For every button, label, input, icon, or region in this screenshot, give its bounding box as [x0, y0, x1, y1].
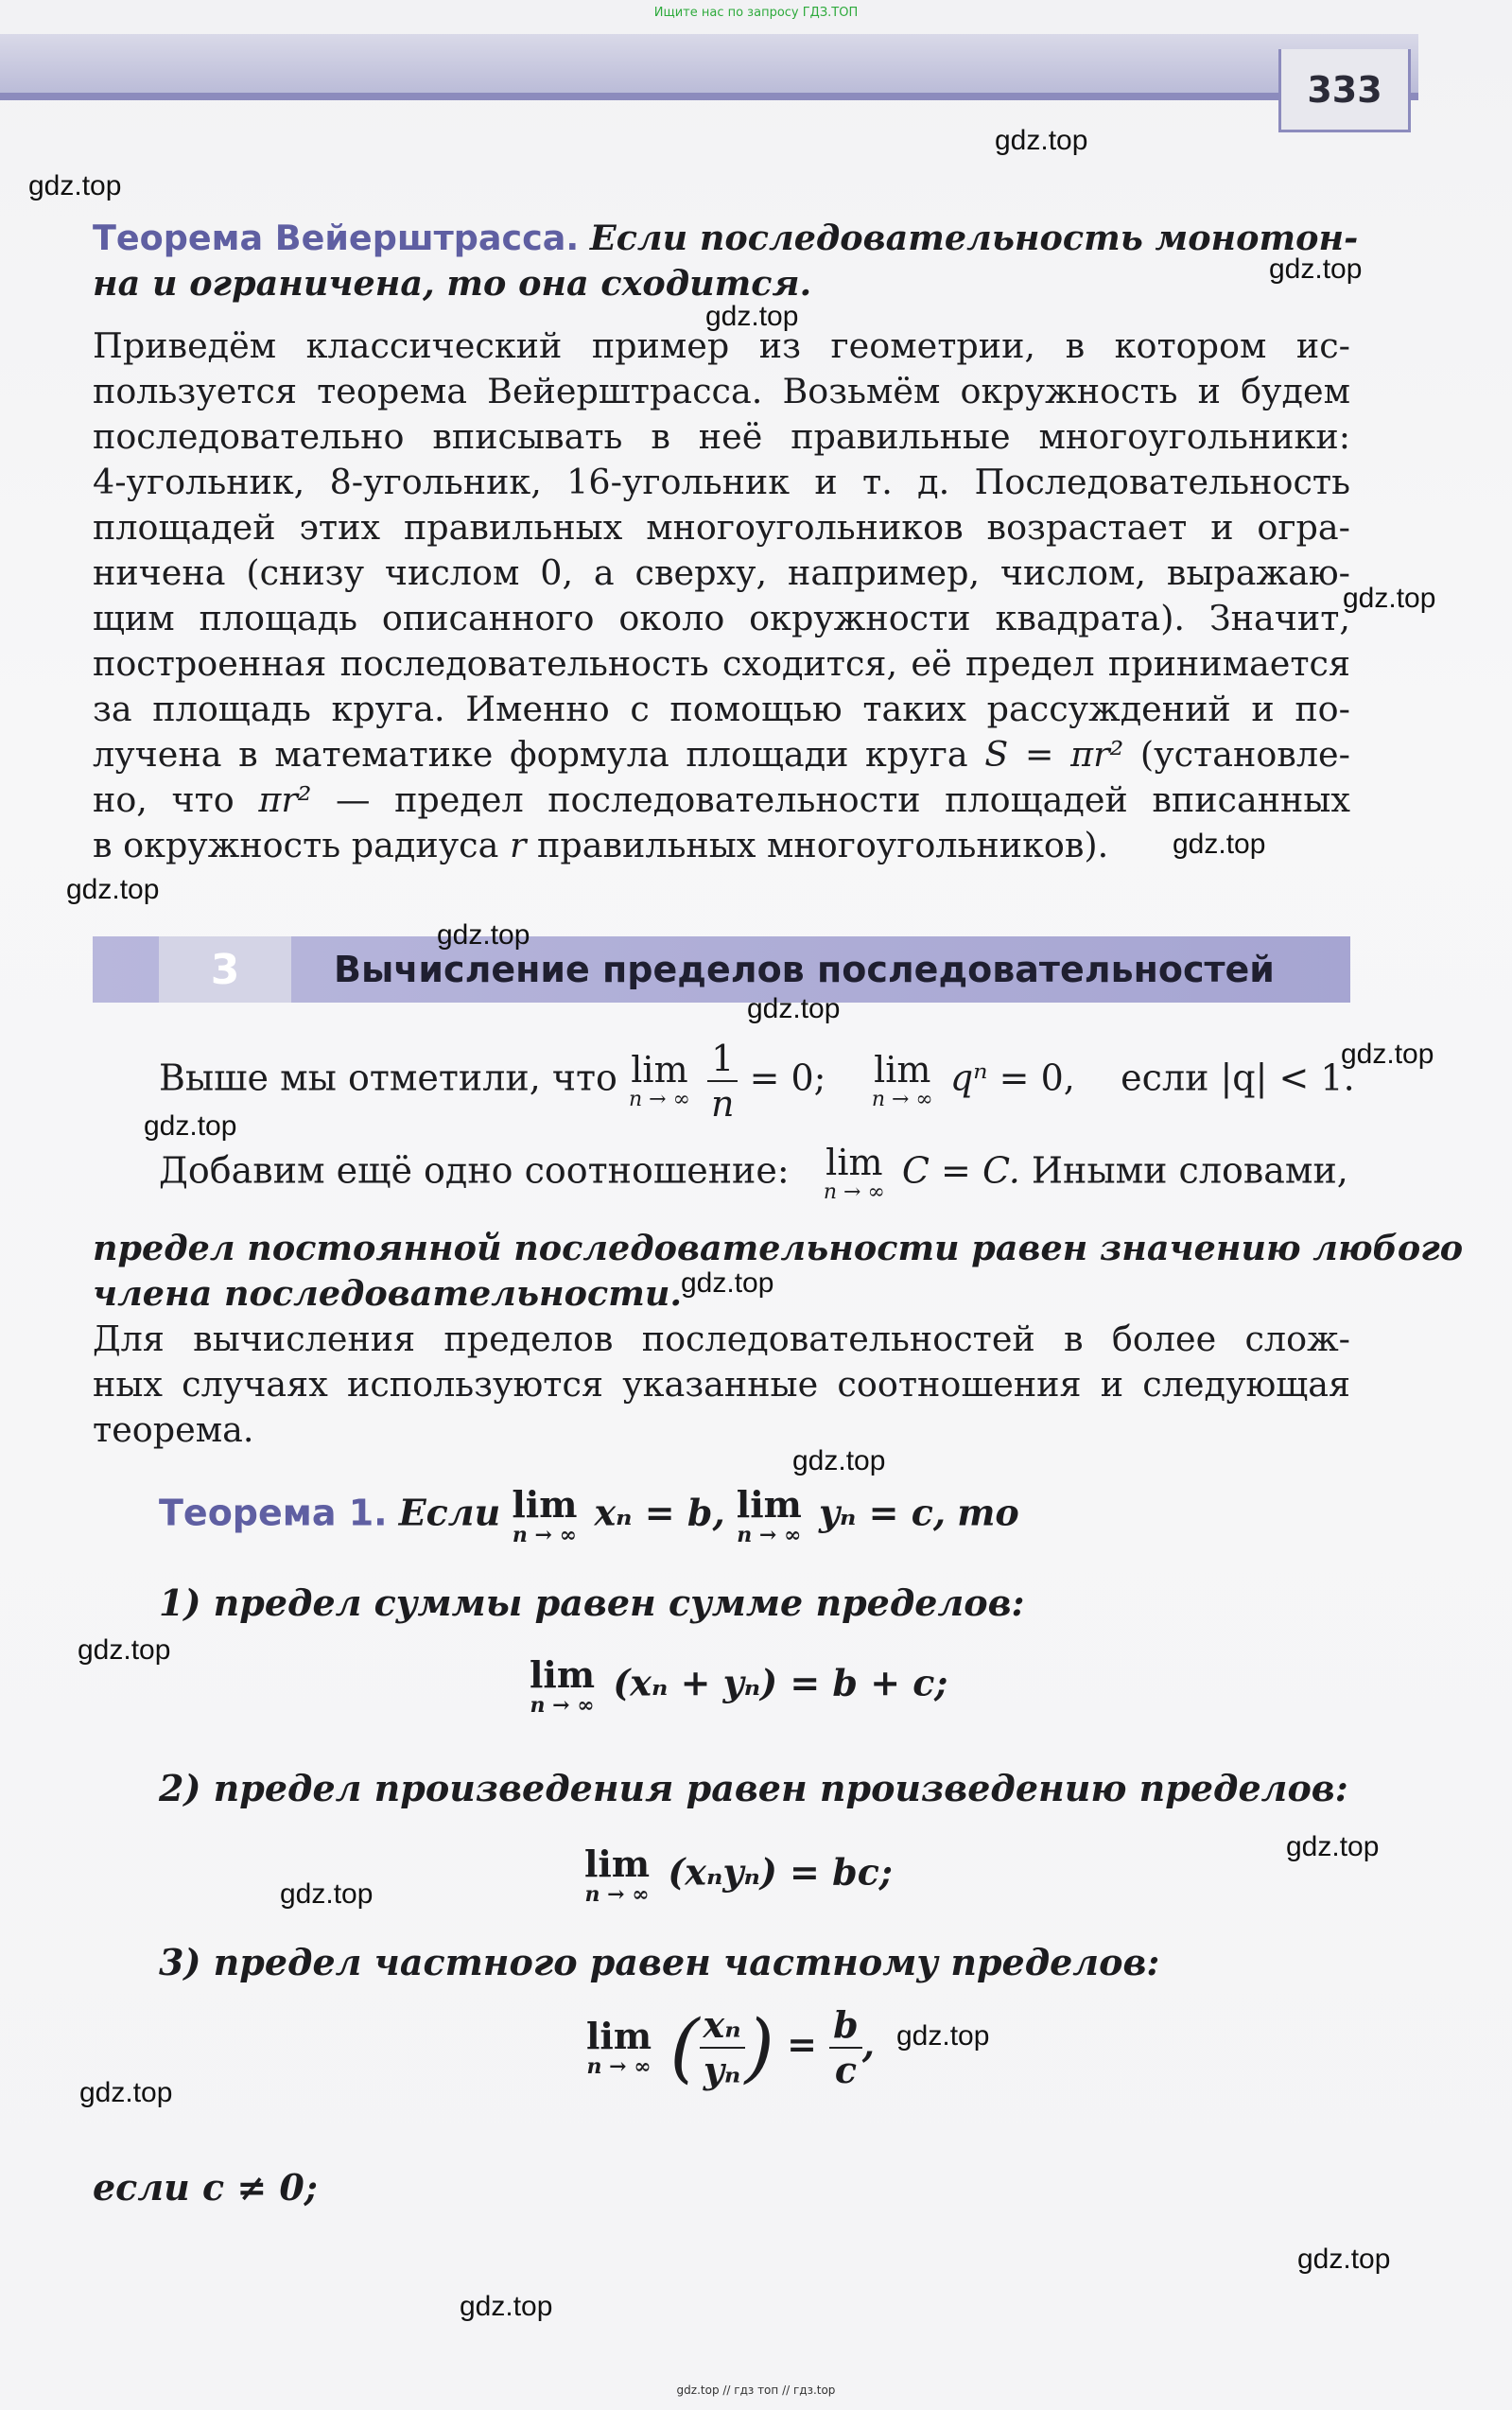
paragraph-line: пользуется теорема Вейерштрасса. Возьмём окружность и будем — [93, 371, 1350, 411]
watermark: gdz.top — [1297, 2244, 1391, 2275]
rule-product-formula: lim n → ∞ (xₙyₙ) = bc; — [584, 1842, 893, 1907]
watermark: gdz.top — [79, 2077, 173, 2108]
paragraph-line: но, что πr² — предел последовательности площадей вписанных — [93, 779, 1351, 820]
paragraph-line: ничена (снизу числом 0, а сверху, например, числом, выражаю- — [93, 552, 1350, 593]
watermark: gdz.top — [792, 1445, 886, 1476]
known-limits-line: Выше мы отметили, что lim n → ∞ $\frac{1}{n}$ = 0; lim n → ∞ qⁿ = 0, если |q| < 1. — [159, 1038, 1355, 1125]
header-band — [0, 34, 1418, 100]
watermark: gdz.top — [144, 1110, 237, 1142]
paragraph-line: построенная последовательность сходится, её предел принимается — [93, 643, 1350, 684]
rule-product: 2) предел произведения равен произведению пределов: — [159, 1767, 1348, 1809]
theorem-weierstrass-name: Теорема Вейерштрасса. — [93, 218, 580, 258]
watermark: gdz.top — [995, 125, 1088, 156]
paragraph-weierstrass-example — [93, 323, 1350, 868]
section-title: Вычисление пределов последовательностей — [334, 949, 1275, 990]
lim-operator: lim n → ∞ — [871, 1049, 933, 1111]
paragraph-line: Приведём классический пример из геометрии, в котором ис- — [93, 325, 1350, 366]
lim-operator: lim n → ∞ — [628, 1049, 690, 1111]
calc-paragraph — [93, 1317, 1350, 1453]
paragraph-line: Для вычисления пределов последовательностей в более слож- — [93, 1319, 1350, 1359]
watermark: gdz.top — [1286, 1831, 1380, 1862]
watermark: gdz.top — [681, 1267, 774, 1299]
lim-operator: lim n → ∞ — [586, 2015, 652, 2079]
header-line — [0, 93, 1418, 100]
fraction-one-over-n: $\frac{1}{n}$ — [707, 1040, 738, 1122]
lim-operator: lim n → ∞ — [512, 1483, 578, 1547]
rule-quotient: 3) предел частного равен частному пределов: — [159, 1941, 1160, 1983]
fraction-xn-over-yn: $\frac{\text{xₙ}}{\text{yₙ}}$ — [700, 2007, 745, 2088]
section-header — [93, 936, 1350, 1003]
left-paren: ( — [669, 2003, 700, 2091]
watermark: gdz.top — [705, 301, 799, 332]
constant-statement-line2: члена последовательности. — [93, 1273, 683, 1314]
watermark: gdz.top — [1343, 583, 1436, 614]
theorem-1-name: Теорема 1. — [159, 1492, 388, 1534]
watermark: gdz.top — [66, 874, 160, 905]
right-paren: ) — [744, 2003, 774, 2091]
lim-operator: lim n → ∞ — [823, 1142, 885, 1204]
paragraph-line: 4-угольник, 8-угольник, 16-угольник и т. д. Последовательность — [93, 462, 1350, 502]
page-number: 333 — [1278, 49, 1411, 132]
rule-quotient-formula: lim n → ∞ ( $\frac{\text{xₙ}}{\text{yₙ}}$ ) = $\frac{b}{c}$ , — [586, 2003, 875, 2091]
watermark: gdz.top — [1269, 253, 1363, 285]
section-number: 3 — [159, 936, 291, 1003]
rule-sum-formula: lim n → ∞ (xₙ + yₙ) = b + c; — [530, 1653, 948, 1718]
paragraph-line: теорема. — [93, 1409, 254, 1450]
constant-statement-line1: предел постоянной последовательности равен значению любого — [93, 1228, 1464, 1268]
watermark: gdz.top — [280, 1878, 374, 1910]
constant-limit-line: Добавим ещё одно соотношение: lim n → ∞ C = C. Иными словами, — [159, 1142, 1348, 1204]
circle-area-formula: S = πr² — [984, 734, 1124, 775]
fraction-b-over-c: $\frac{b}{c}$ — [829, 2007, 862, 2088]
paragraph-line: за площадь круга. Именно с помощью таких рассуждений и по- — [93, 689, 1350, 729]
theorem-weierstrass-line1: Теорема Вейерштрасса. Если последовательность монотон- — [93, 218, 1359, 258]
lim-operator: lim n → ∞ — [736, 1483, 802, 1547]
lim-operator: lim n → ∞ — [530, 1653, 596, 1718]
theorem-weierstrass — [93, 216, 1359, 306]
watermark: gdz.top — [437, 919, 530, 951]
watermark: gdz.top — [78, 1634, 171, 1666]
paragraph-line: последовательно вписывать в неё правильные многоугольники: — [93, 416, 1350, 457]
rule-sum: 1) предел суммы равен сумме пределов: — [159, 1581, 1025, 1624]
watermark: gdz.top — [896, 2020, 990, 2052]
paragraph-line: площадей этих правильных многоугольников возрастает и огра- — [93, 507, 1350, 548]
rule-quotient-condition: если c ≠ 0; — [93, 2166, 318, 2209]
watermark: gdz.top — [747, 993, 841, 1024]
watermark: gdz.top — [1341, 1039, 1434, 1070]
watermark: gdz.top — [28, 170, 122, 201]
lim-operator: lim n → ∞ — [584, 1842, 651, 1907]
paragraph-line: в окружность радиуса r правильных многоугольников). — [93, 825, 1109, 865]
paragraph-line: ных случаях используются указанные соотношения и следующая — [93, 1364, 1350, 1405]
paragraph-line: лучена в математике формула площади круга S = πr² (установле- — [93, 734, 1350, 775]
theorem-weierstrass-line2: на и ограничена, то она сходится. — [93, 263, 812, 304]
watermark: gdz.top — [460, 2291, 553, 2322]
paragraph-line: щим площадь описанного около окружности квадрата). Значит, — [93, 598, 1350, 638]
theorem-1: Теорема 1. Если lim n → ∞ xₙ = b, lim n → ∞ yₙ = c, то — [159, 1483, 1019, 1547]
watermark: gdz.top — [1173, 829, 1266, 860]
top-note: Ищите нас по запросу ГДЗ.ТОП — [653, 6, 859, 20]
bottom-note: gdz.top // гдз топ // гдз.top — [676, 2384, 836, 2397]
